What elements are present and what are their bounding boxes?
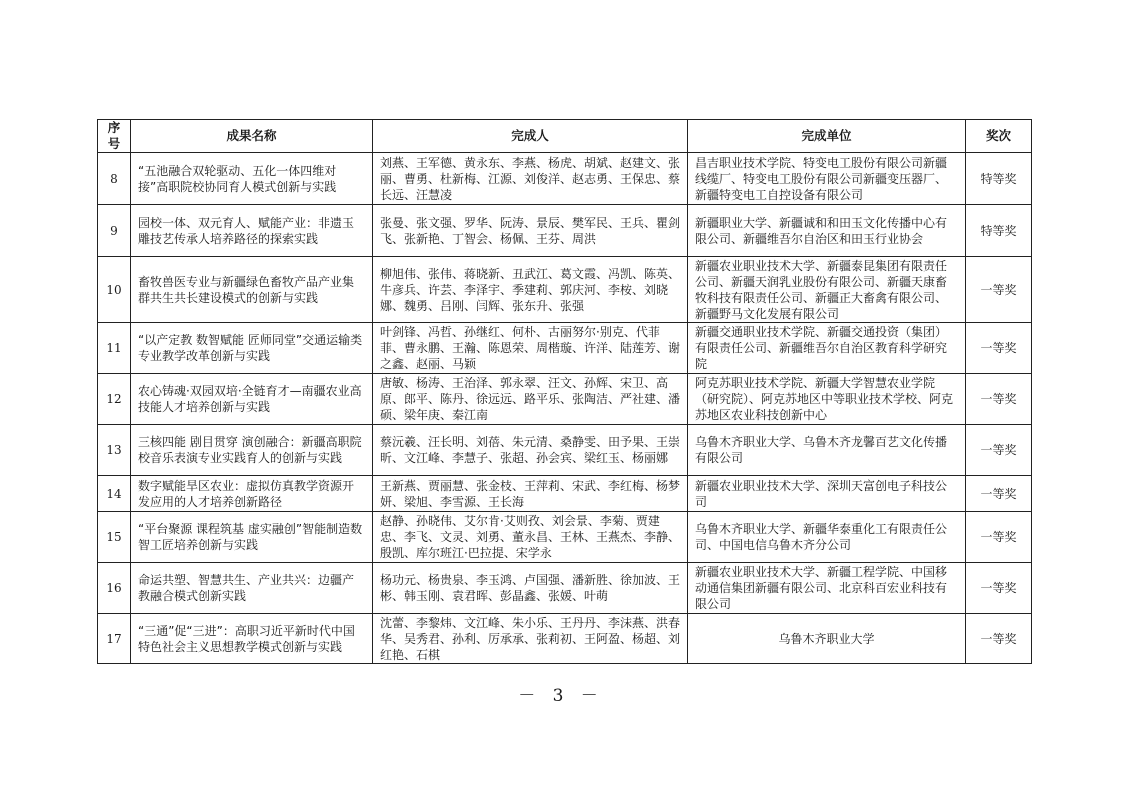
row-award-level: 一等奖: [966, 425, 1032, 476]
row-completers: 赵静、孙晓伟、艾尔肯·艾则孜、刘会景、李菊、贾建忠、李飞、文灵、刘勇、董永昌、王林、王燕杰、李静、殷凯、库尔班江·巴拉提、宋学永: [373, 512, 688, 563]
table-header-row: [98, 120, 1032, 153]
row-award-level: 一等奖: [966, 476, 1032, 512]
row-serial-number: 9: [98, 205, 131, 257]
row-completers: 蔡沅羲、汪长明、刘蓓、朱元清、桑静雯、田予果、王崇昕、文江峰、李慧子、张超、孙会宾、梁红玉、杨丽娜: [373, 425, 688, 476]
row-completers: 叶剑锋、冯哲、孙继红、何朴、古丽努尔·别克、代菲菲、曹永鹏、王瀚、陈恩荣、周楷璇、许洋、陆莲芳、谢之鑫、赵丽、马颖: [373, 323, 688, 374]
table-row: [98, 476, 1032, 512]
table-row: [98, 563, 1032, 614]
row-award-level: 一等奖: [966, 563, 1032, 614]
row-achievement-name: 农心铸魂·双园双培·全链育才—南疆农业高技能人才培养创新与实践: [131, 374, 373, 425]
row-award-level: 特等奖: [966, 153, 1032, 205]
awards-table: [97, 119, 1032, 664]
row-award-level: 一等奖: [966, 257, 1032, 323]
row-completing-units: 新疆农业职业技术大学、深圳天富创电子科技公司: [688, 476, 966, 512]
row-achievement-name: “以产定教 数智赋能 匠师同堂”交通运输类专业教学改革创新与实践: [131, 323, 373, 374]
row-serial-number: 17: [98, 614, 131, 664]
row-serial-number: 10: [98, 257, 131, 323]
row-completing-units: 阿克苏职业技术学院、新疆大学智慧农业学院（研究院）、阿克苏地区中等职业技术学校、阿克苏地区农业科技创新中心: [688, 374, 966, 425]
table-row: [98, 512, 1032, 563]
row-award-level: 一等奖: [966, 374, 1032, 425]
row-completers: 柳旭伟、张伟、蒋晓新、丑武江、葛文霞、冯凯、陈英、牛彦兵、许芸、李泽宇、季建莉、郭庆河、李桉、刘晓娜、魏勇、吕刚、闫辉、张东升、张强: [373, 257, 688, 323]
row-completers: 刘燕、王军德、黄永东、李燕、杨虎、胡斌、赵建文、张丽、曹勇、杜新梅、江源、刘俊洋、赵志勇、王保忠、蔡长远、汪慧凌: [373, 153, 688, 205]
header-completers: 完成人: [373, 120, 688, 153]
row-achievement-name: “三通”促“三进”：高职习近平新时代中国特色社会主义思想教学模式创新与实践: [131, 614, 373, 664]
row-completing-units: 新疆职业大学、新疆诚和和田玉文化传播中心有限公司、新疆维吾尔自治区和田玉行业协会: [688, 205, 966, 257]
table-row: [98, 205, 1032, 257]
row-completing-units: 新疆交通职业技术学院、新疆交通投资（集团）有限责任公司、新疆维吾尔自治区教育科学研究院: [688, 323, 966, 374]
row-completers: 杨功元、杨贵泉、李玉鸿、卢国强、潘新胜、徐加波、王彬、韩玉刚、袁君晖、彭晶鑫、张媛、叶萌: [373, 563, 688, 614]
row-achievement-name: 命运共塑、智慧共生、产业共兴：边疆产教融合模式创新实践: [131, 563, 373, 614]
row-serial-number: 13: [98, 425, 131, 476]
header-award-level: 奖次: [966, 120, 1032, 153]
table-row: [98, 323, 1032, 374]
header-achievement-name: 成果名称: [131, 120, 373, 153]
row-completers: 沈蕾、李黎炜、文江峰、朱小乐、王丹丹、李沫燕、洪春华、吴秀君、孙利、厉承承、张莉初、王阿盈、杨超、刘红艳、石棋: [373, 614, 688, 664]
row-serial-number: 8: [98, 153, 131, 205]
row-award-level: 一等奖: [966, 512, 1032, 563]
row-award-level: 一等奖: [966, 323, 1032, 374]
table-row: [98, 614, 1032, 664]
row-achievement-name: 数字赋能旱区农业：虚拟仿真教学资源开发应用的人才培养创新路径: [131, 476, 373, 512]
row-serial-number: 11: [98, 323, 131, 374]
row-achievement-name: 三核四能 剧目贯穿 演创融合：新疆高职院校音乐表演专业实践育人的创新与实践: [131, 425, 373, 476]
row-completing-units: 乌鲁木齐职业大学: [688, 614, 966, 664]
row-completing-units: 新疆农业职业技术大学、新疆泰昆集团有限责任公司、新疆天润乳业股份有限公司、新疆天康畜牧科技有限责任公司、新疆正大畜禽有限公司、新疆野马文化发展有限公司: [688, 257, 966, 323]
row-completing-units: 乌鲁木齐职业大学、新疆华泰重化工有限责任公司、中国电信乌鲁木齐分公司: [688, 512, 966, 563]
table-row: [98, 257, 1032, 323]
row-award-level: 一等奖: [966, 614, 1032, 664]
table-row: [98, 374, 1032, 425]
row-achievement-name: “平台聚源 课程筑基 虚实融创”智能制造数智工匠培养创新与实践: [131, 512, 373, 563]
table-row: [98, 153, 1032, 205]
row-completing-units: 昌吉职业技术学院、特变电工股份有限公司新疆线缆厂、特变电工股份有限公司新疆变压器厂、新疆特变电工自控设备有限公司: [688, 153, 966, 205]
page-number: － 3 －: [518, 686, 604, 706]
row-completers: 唐敏、杨涛、王治泽、郭永翠、汪文、孙辉、宋卫、高原、郎平、陈丹、徐远远、路平乐、张陶洁、严社建、潘硕、梁年庚、秦江南: [373, 374, 688, 425]
row-completing-units: 新疆农业职业技术大学、新疆工程学院、中国移动通信集团新疆有限公司、北京科百宏业科技有限公司: [688, 563, 966, 614]
row-achievement-name: 园校一体、双元育人、赋能产业：非遗玉雕技艺传承人培养路径的探索实践: [131, 205, 373, 257]
row-completers: 王新燕、贾丽慧、张金枝、王萍莉、宋武、李红梅、杨梦妍、梁旭、李雪源、王长海: [373, 476, 688, 512]
row-achievement-name: 畜牧兽医专业与新疆绿色畜牧产品产业集群共生共长建设模式的创新与实践: [131, 257, 373, 323]
header-serial-number: 序号: [98, 120, 131, 153]
row-serial-number: 16: [98, 563, 131, 614]
header-completing-units: 完成单位: [688, 120, 966, 153]
row-serial-number: 12: [98, 374, 131, 425]
table-row: [98, 425, 1032, 476]
row-serial-number: 14: [98, 476, 131, 512]
row-award-level: 特等奖: [966, 205, 1032, 257]
row-achievement-name: “五池融合双轮驱动、五化一体四维对接”高职院校协同育人模式创新与实践: [131, 153, 373, 205]
row-completing-units: 乌鲁木齐职业大学、乌鲁木齐龙馨百艺文化传播有限公司: [688, 425, 966, 476]
row-completers: 张曼、张文强、罗华、阮涛、景辰、樊军民、王兵、瞿剑飞、张新艳、丁智会、杨佩、王芬、周洪: [373, 205, 688, 257]
row-serial-number: 15: [98, 512, 131, 563]
